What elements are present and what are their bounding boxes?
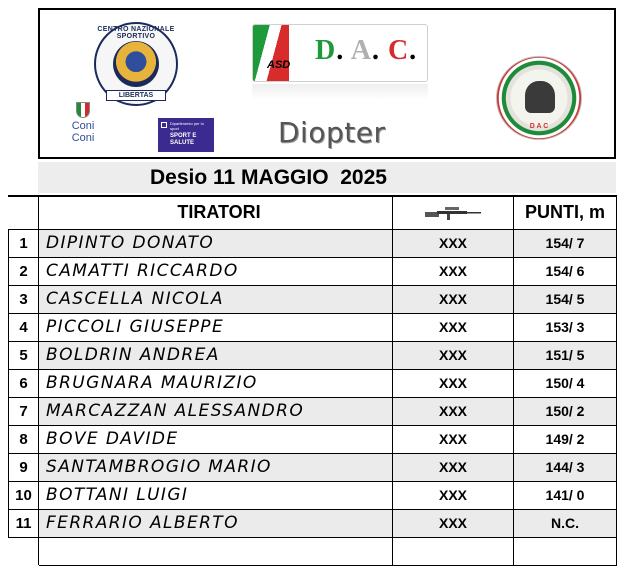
category-value-cell: XXX (393, 257, 514, 285)
header-num-cell (9, 196, 39, 229)
shooter-name-cell: DIPINTO DONATO (39, 229, 393, 257)
empty-cell (9, 537, 39, 565)
category-value-cell: XXX (393, 453, 514, 481)
table-row (9, 453, 617, 481)
coni-shield-icon (76, 102, 90, 118)
shooter-name-cell: CAMATTI RICCARDO (39, 257, 393, 285)
rank-cell: 6 (9, 369, 39, 397)
points-cell: 153/ 3 (514, 313, 617, 341)
header-category (393, 196, 514, 229)
category-value-cell: XXX (393, 509, 514, 537)
shooter-silhouette-icon (525, 81, 555, 113)
header-shooters: TIRATORI (39, 196, 393, 229)
empty-cell (514, 537, 617, 565)
libertas-logo (94, 22, 178, 106)
points-cell: 154/ 7 (514, 229, 617, 257)
table-row (9, 481, 617, 509)
logo-header (38, 8, 616, 159)
points-cell: 154/ 6 (514, 257, 617, 285)
italian-flag-stripes (252, 25, 289, 81)
points-cell: 151/ 5 (514, 341, 617, 369)
rank-cell: 9 (9, 453, 39, 481)
shooter-name-cell: BOTTANI LUIGI (39, 481, 393, 509)
table-row (9, 341, 617, 369)
category-value-cell: XXX (393, 425, 514, 453)
dac-logo (252, 24, 428, 82)
shooter-name-cell: CASCELLA NICOLA (39, 285, 393, 313)
shooter-name-cell: BOVE DAVIDE (39, 425, 393, 453)
shooter-name-cell: SANTAMBROGIO MARIO (39, 453, 393, 481)
rank-cell: 1 (9, 229, 39, 257)
shooter-name-cell: MARCAZZAN ALESSANDRO (39, 397, 393, 425)
empty-cell (39, 537, 393, 565)
category-value-cell: XXX (393, 313, 514, 341)
table-row (9, 509, 617, 537)
category-value-cell: XXX (393, 341, 514, 369)
points-cell: 149/ 2 (514, 425, 617, 453)
emblem-text: D A C (529, 123, 549, 130)
points-cell: 150/ 4 (514, 369, 617, 397)
category-value-cell: XXX (393, 397, 514, 425)
category-value-cell: XXX (393, 481, 514, 509)
rank-cell: 10 (9, 481, 39, 509)
points-cell: 150/ 2 (514, 397, 617, 425)
shooting-club-emblem (496, 56, 582, 140)
rank-cell: 3 (9, 285, 39, 313)
table-row (9, 313, 617, 341)
libertas-ring-text: CENTRO NAZIONALE SPORTIVO (97, 26, 175, 40)
shooter-name-cell: PICCOLI GIUSEPPE (39, 313, 393, 341)
rank-cell: 7 (9, 397, 39, 425)
rifle-icon (423, 204, 483, 222)
empty-row (9, 537, 617, 565)
points-cell: 141/ 0 (514, 481, 617, 509)
dipartimento-sport-text: SPORT E SALUTE (170, 133, 197, 146)
table-row (9, 425, 617, 453)
coni-text-1: Coni (71, 120, 95, 132)
dipartimento-text: Dipartimento per lo sport (170, 121, 204, 131)
dac-asd-label: ASD (267, 59, 291, 71)
rank-cell: 8 (9, 425, 39, 453)
libertas-emblem (113, 41, 159, 87)
libertas-ribbon: LIBERTAS (106, 90, 166, 101)
coni-logo (66, 102, 100, 152)
points-cell: N.C. (514, 509, 617, 537)
table-header-row (9, 196, 617, 229)
points-cell: 144/ 3 (514, 453, 617, 481)
header-points: PUNTI, m (514, 196, 617, 229)
rank-cell: 11 (9, 509, 39, 537)
shooter-name-cell: BOLDRIN ANDREA (39, 341, 393, 369)
table-row (9, 257, 617, 285)
points-cell: 154/ 5 (514, 285, 617, 313)
dac-logo-reflection (252, 84, 428, 100)
dipartimento-sport-logo (158, 118, 214, 152)
rank-cell: 2 (9, 257, 39, 285)
dipartimento-mark-icon (161, 122, 167, 128)
event-title-bar (38, 162, 616, 193)
event-title: Desio 11 MAGGIO 2025 (150, 166, 387, 189)
table-row (9, 369, 617, 397)
rank-cell: 5 (9, 341, 39, 369)
rank-cell: 4 (9, 313, 39, 341)
results-table (8, 195, 617, 566)
coni-text-2: Coni (71, 132, 95, 144)
table-row (9, 229, 617, 257)
dac-title: D. A. C. (315, 35, 418, 66)
shooter-name-cell: BRUGNARA MAURIZIO (39, 369, 393, 397)
category-value-cell: XXX (393, 369, 514, 397)
table-row (9, 397, 617, 425)
empty-cell (393, 537, 514, 565)
category-value-cell: XXX (393, 285, 514, 313)
shooter-name-cell: FERRARIO ALBERTO (39, 509, 393, 537)
category-value-cell: XXX (393, 229, 514, 257)
diopter-label: Diopter (278, 116, 386, 149)
table-row (9, 285, 617, 313)
